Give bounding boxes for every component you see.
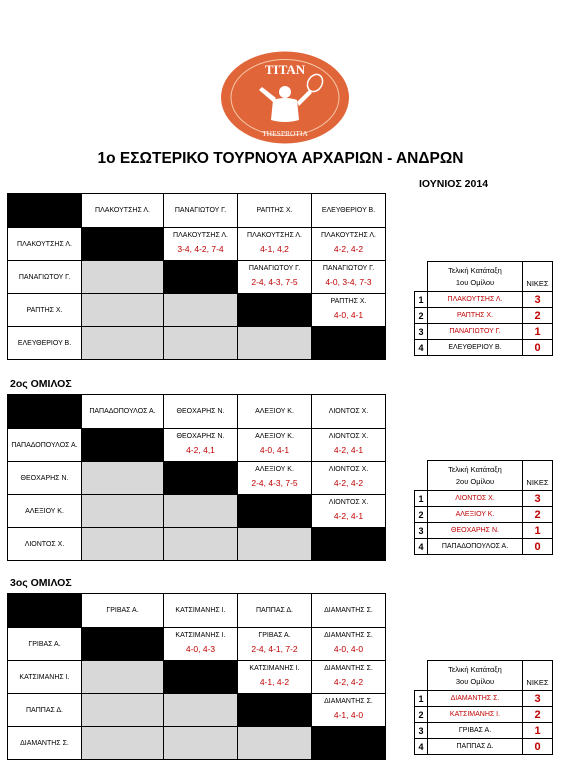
standing-position: 1 bbox=[415, 491, 428, 507]
row-header-player: ΚΑΤΣΙΜΑΝΗΣ Ι. bbox=[8, 661, 82, 694]
blank-cell bbox=[415, 461, 428, 491]
row-header-player: ΠΑΝΑΓΙΩΤΟΥ Γ. bbox=[8, 261, 82, 294]
match-winner: ΠΛΑΚΟΥΤΣΗΣ Λ. bbox=[321, 232, 376, 239]
match-score: 4-2, 4-1 bbox=[333, 511, 364, 521]
column-header-player: ΠΑΠΑΔΟΠΟΥΛΟΣ Α. bbox=[82, 395, 164, 429]
standing-position: 2 bbox=[415, 507, 428, 523]
match-score: 4-0, 4-3 bbox=[185, 644, 216, 654]
tournament-date: ΙΟΥΝΙΟΣ 2014 bbox=[419, 178, 489, 190]
match-score: 4-2, 4-2 bbox=[333, 478, 364, 488]
self-match-cell bbox=[82, 429, 164, 462]
row-header-player: ΠΑΠΑΔΟΠΟΥΛΟΣ Α. bbox=[8, 429, 82, 462]
column-header-player: ΠΑΠΠΑΣ Δ. bbox=[238, 594, 312, 628]
match-winner: ΡΑΠΤΗΣ Χ. bbox=[330, 298, 367, 305]
match-winner: ΘΕΟΧΑΡΗΣ Ν. bbox=[176, 433, 225, 440]
match-winner: ΠΑΝΑΓΙΩΤΟΥ Γ. bbox=[322, 265, 375, 272]
standings-title-line2: 2ου Ομίλου bbox=[455, 476, 495, 486]
row-header-player: ΠΑΠΠΑΣ Δ. bbox=[8, 694, 82, 727]
match-result-cell bbox=[238, 429, 312, 462]
standing-player: ΛΙΟΝΤΟΣ Χ. bbox=[428, 491, 523, 507]
column-header-player: ΠΑΝΑΓΙΩΤΟΥ Γ. bbox=[164, 194, 238, 228]
match-result-cell bbox=[312, 261, 386, 294]
standing-wins: 1 bbox=[523, 523, 553, 539]
match-score: 4-1, 4-0 bbox=[333, 710, 364, 720]
match-score: 4-2, 4,1 bbox=[186, 445, 215, 455]
row-header-player: ΔΙΑΜΑΝΤΗΣ Σ. bbox=[8, 727, 82, 760]
match-score: 2-4, 4-3, 7-5 bbox=[251, 277, 298, 287]
row-header-player: ΛΙΟΝΤΟΣ Χ. bbox=[8, 528, 82, 561]
match-result-cell bbox=[312, 228, 386, 261]
blank-cell bbox=[415, 262, 428, 292]
standing-wins: 0 bbox=[523, 340, 553, 356]
match-score: 2-4, 4-1, 7-2 bbox=[251, 644, 298, 654]
standing-wins: 2 bbox=[523, 507, 553, 523]
group-1-standings-table bbox=[414, 261, 553, 356]
match-result-cell bbox=[312, 628, 386, 661]
match-score: 4-0, 4-1 bbox=[259, 445, 290, 455]
self-match-cell bbox=[238, 294, 312, 327]
column-header-player: ΑΛΕΞΙΟΥ Κ. bbox=[238, 395, 312, 429]
column-header-player: ΚΑΤΣΙΜΑΝΗΣ Ι. bbox=[164, 594, 238, 628]
self-match-cell bbox=[164, 462, 238, 495]
match-score: 4-2, 4-1 bbox=[333, 445, 364, 455]
mirror-cell bbox=[82, 694, 164, 727]
self-match-cell bbox=[164, 261, 238, 294]
match-score: 4-2, 4-2 bbox=[333, 244, 364, 254]
standing-player: ΠΑΠΑΔΟΠΟΥΛΟΣ Α. bbox=[428, 539, 523, 555]
standing-wins: 1 bbox=[523, 723, 553, 739]
wins-header: ΝΙΚΕΣ bbox=[523, 461, 553, 491]
standing-wins: 1 bbox=[523, 324, 553, 340]
self-match-cell bbox=[82, 628, 164, 661]
page-title: 1ο ΕΣΩΤΕΡΙΚΟ ΤΟΥΡΝΟΥΑ ΑΡΧΑΡΙΩΝ - ΑΝΔΡΩΝ bbox=[97, 150, 464, 167]
standing-position: 2 bbox=[415, 308, 428, 324]
row-header-player: ΠΛΑΚΟΥΤΣΗΣ Λ. bbox=[8, 228, 82, 261]
mirror-cell bbox=[82, 261, 164, 294]
corner-cell bbox=[8, 194, 82, 228]
self-match-cell bbox=[312, 327, 386, 360]
match-winner: ΛΙΟΝΤΟΣ Χ. bbox=[328, 466, 369, 473]
match-result-cell bbox=[312, 429, 386, 462]
self-match-cell bbox=[82, 228, 164, 261]
match-winner: ΑΛΕΞΙΟΥ Κ. bbox=[255, 466, 294, 473]
wins-header: ΝΙΚΕΣ bbox=[523, 661, 553, 691]
standing-player: ΡΑΠΤΗΣ Χ. bbox=[428, 308, 523, 324]
standing-wins: 2 bbox=[523, 308, 553, 324]
column-header-player: ΕΛΕΥΘΕΡΙΟΥ Β. bbox=[312, 194, 386, 228]
match-winner: ΔΙΑΜΑΝΤΗΣ Σ. bbox=[324, 698, 373, 705]
mirror-cell bbox=[164, 727, 238, 760]
match-result-cell bbox=[312, 694, 386, 727]
match-result-cell bbox=[238, 661, 312, 694]
standing-player: ΠΑΝΑΓΙΩΤΟΥ Γ. bbox=[428, 324, 523, 340]
match-result-cell bbox=[238, 462, 312, 495]
corner-cell bbox=[8, 594, 82, 628]
mirror-cell bbox=[82, 727, 164, 760]
self-match-cell bbox=[238, 495, 312, 528]
match-result-cell bbox=[312, 661, 386, 694]
group-3-results-table bbox=[7, 593, 386, 760]
standings-title-line2: 1ου Ομίλου bbox=[455, 277, 495, 287]
standing-wins: 3 bbox=[523, 491, 553, 507]
column-header-player: ΔΙΑΜΑΝΤΗΣ Σ. bbox=[312, 594, 386, 628]
standing-position: 4 bbox=[415, 340, 428, 356]
standing-player: ΘΕΟΧΑΡΗΣ Ν. bbox=[428, 523, 523, 539]
standing-player: ΓΡΙΒΑΣ Α. bbox=[428, 723, 523, 739]
wins-header: ΝΙΚΕΣ bbox=[523, 262, 553, 292]
match-score: 2-4, 4-3, 7-5 bbox=[251, 478, 298, 488]
standing-wins: 0 bbox=[523, 739, 553, 755]
standing-wins: 3 bbox=[523, 292, 553, 308]
match-score: 3-4, 4-2, 7-4 bbox=[177, 244, 224, 254]
standing-position: 3 bbox=[415, 523, 428, 539]
standings-title-line1: Τελική Κατάταξη bbox=[448, 464, 502, 474]
blank-cell bbox=[415, 661, 428, 691]
mirror-cell bbox=[238, 327, 312, 360]
group-2-results-table bbox=[7, 394, 386, 561]
mirror-cell bbox=[164, 327, 238, 360]
match-winner: ΑΛΕΞΙΟΥ Κ. bbox=[255, 433, 294, 440]
mirror-cell bbox=[164, 495, 238, 528]
self-match-cell bbox=[164, 661, 238, 694]
titan-thesprotia-logo bbox=[219, 50, 351, 145]
match-score: 4-2, 4-2 bbox=[333, 677, 364, 687]
match-result-cell bbox=[164, 628, 238, 661]
mirror-cell bbox=[164, 294, 238, 327]
standings-title-line1: Τελική Κατάταξη bbox=[448, 664, 502, 674]
match-result-cell bbox=[238, 228, 312, 261]
match-result-cell bbox=[238, 628, 312, 661]
column-header-player: ΠΛΑΚΟΥΤΣΗΣ Λ. bbox=[82, 194, 164, 228]
row-header-player: ΘΕΟΧΑΡΗΣ Ν. bbox=[8, 462, 82, 495]
column-header-player: ΘΕΟΧΑΡΗΣ Ν. bbox=[164, 395, 238, 429]
mirror-cell bbox=[82, 294, 164, 327]
standing-player: ΠΑΠΠΑΣ Δ. bbox=[428, 739, 523, 755]
column-header-player: ΡΑΠΤΗΣ Χ. bbox=[238, 194, 312, 228]
standing-position: 4 bbox=[415, 739, 428, 755]
row-header-player: ΑΛΕΞΙΟΥ Κ. bbox=[8, 495, 82, 528]
group-label: 2ος ΟΜΙΛΟΣ bbox=[10, 378, 72, 390]
logo-top-text: TITAN bbox=[264, 62, 306, 77]
match-winner: ΛΙΟΝΤΟΣ Χ. bbox=[328, 433, 369, 440]
match-winner: ΚΑΤΣΙΜΑΝΗΣ Ι. bbox=[249, 665, 300, 672]
match-winner: ΠΑΝΑΓΙΩΤΟΥ Γ. bbox=[248, 265, 301, 272]
match-winner: ΔΙΑΜΑΝΤΗΣ Σ. bbox=[324, 632, 373, 639]
match-winner: ΠΛΑΚΟΥΤΣΗΣ Λ. bbox=[247, 232, 302, 239]
standing-position: 2 bbox=[415, 707, 428, 723]
match-winner: ΔΙΑΜΑΝΤΗΣ Σ. bbox=[324, 665, 373, 672]
standings-title-line2: 3ου Ομίλου bbox=[455, 676, 495, 686]
match-result-cell bbox=[312, 495, 386, 528]
standing-wins: 0 bbox=[523, 539, 553, 555]
match-result-cell bbox=[312, 294, 386, 327]
self-match-cell bbox=[312, 727, 386, 760]
match-score: 4-0, 3-4, 7-3 bbox=[325, 277, 372, 287]
column-header-player: ΛΙΟΝΤΟΣ Χ. bbox=[312, 395, 386, 429]
mirror-cell bbox=[82, 327, 164, 360]
mirror-cell bbox=[164, 694, 238, 727]
group-2-standings-table bbox=[414, 460, 553, 555]
standing-position: 3 bbox=[415, 723, 428, 739]
group-3-standings-table bbox=[414, 660, 553, 755]
standing-wins: 2 bbox=[523, 707, 553, 723]
standing-player: ΠΛΑΚΟΥΤΣΗΣ Λ. bbox=[428, 292, 523, 308]
match-score: 4-1, 4,2 bbox=[260, 244, 289, 254]
match-winner: ΛΙΟΝΤΟΣ Χ. bbox=[328, 499, 369, 506]
standing-position: 1 bbox=[415, 691, 428, 707]
standings-title bbox=[428, 461, 523, 491]
mirror-cell bbox=[82, 462, 164, 495]
standing-position: 1 bbox=[415, 292, 428, 308]
match-score: 4-1, 4-2 bbox=[259, 677, 290, 687]
self-match-cell bbox=[312, 528, 386, 561]
standing-player: ΚΑΤΣΙΜΑΝΗΣ Ι. bbox=[428, 707, 523, 723]
standing-wins: 3 bbox=[523, 691, 553, 707]
group-1-results-table bbox=[7, 193, 386, 360]
match-score: 4-0, 4-0 bbox=[333, 644, 364, 654]
standings-title-line1: Τελική Κατάταξη bbox=[448, 265, 502, 275]
self-match-cell bbox=[238, 694, 312, 727]
match-result-cell bbox=[164, 429, 238, 462]
match-result-cell bbox=[312, 462, 386, 495]
column-header-player: ΓΡΙΒΑΣ Α. bbox=[82, 594, 164, 628]
mirror-cell bbox=[82, 661, 164, 694]
standings-title bbox=[428, 661, 523, 691]
standings-title bbox=[428, 262, 523, 292]
match-winner: ΠΛΑΚΟΥΤΣΗΣ Λ. bbox=[173, 232, 228, 239]
match-winner: ΚΑΤΣΙΜΑΝΗΣ Ι. bbox=[175, 632, 226, 639]
mirror-cell bbox=[82, 495, 164, 528]
mirror-cell bbox=[238, 727, 312, 760]
match-winner: ΓΡΙΒΑΣ Α. bbox=[258, 632, 291, 639]
standing-player: ΕΛΕΥΘΕΡΙΟΥ Β. bbox=[428, 340, 523, 356]
mirror-cell bbox=[82, 528, 164, 561]
match-score: 4-0, 4-1 bbox=[333, 310, 364, 320]
standing-player: ΑΛΕΞΙΟΥ Κ. bbox=[428, 507, 523, 523]
row-header-player: ΕΛΕΥΘΕΡΙΟΥ Β. bbox=[8, 327, 82, 360]
match-result-cell bbox=[164, 228, 238, 261]
group-label: 3ος ΟΜΙΛΟΣ bbox=[10, 577, 72, 589]
mirror-cell bbox=[164, 528, 238, 561]
row-header-player: ΓΡΙΒΑΣ Α. bbox=[8, 628, 82, 661]
mirror-cell bbox=[238, 528, 312, 561]
match-result-cell bbox=[238, 261, 312, 294]
standing-position: 4 bbox=[415, 539, 428, 555]
row-header-player: ΡΑΠΤΗΣ Χ. bbox=[8, 294, 82, 327]
corner-cell bbox=[8, 395, 82, 429]
logo-bottom-text: THESPROTIA bbox=[262, 129, 308, 138]
standing-position: 3 bbox=[415, 324, 428, 340]
standing-player: ΔΙΑΜΑΝΤΗΣ Σ. bbox=[428, 691, 523, 707]
